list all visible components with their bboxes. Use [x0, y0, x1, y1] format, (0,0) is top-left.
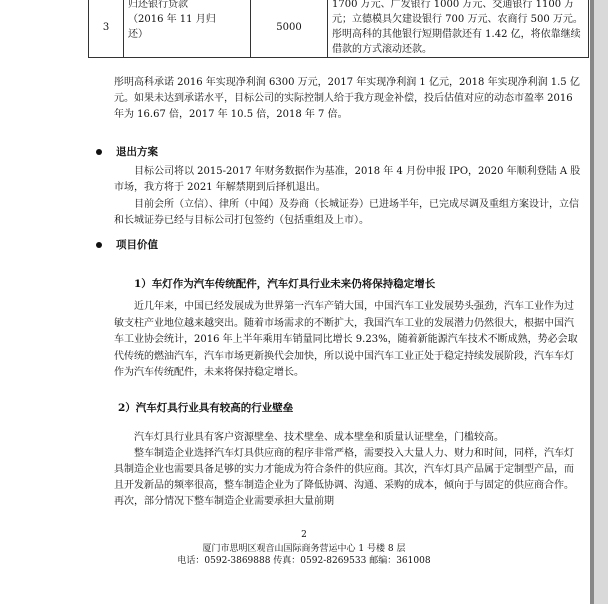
amount-cell: 5000	[251, 0, 328, 58]
page-number: 2	[301, 530, 307, 540]
financing-table	[88, 0, 589, 58]
value-paragraph-3: 整车制造企业选择汽车灯具供应商的程序非常严格，需要投入大量人力、财力和时间，同样，汽车灯具制造企业也需要具备足够的实力才能成为符合条件的供应商。其次，汽车灯具产品属于定制型产品，而且开发新品的频率很高，整车制造企业为了降低协调、沟通、采购的成本，倾向于与固定的供应商合作。再次，部分情况下整车制造企业需要承担大量前期	[114, 448, 574, 507]
commitment-paragraph: 彤明高科承诺 2016 年实现净利润 6300 万元，2017 年实现净利润 1 亿元，2018 年实现净利润 1.5 亿元。如果未达到承诺水平，目标公司的实际控制人给于我方现金补偿，投后估值对应的动态市盈率 2016 年为 16.67 倍，2017 年 10.5 倍，2018 年 7 倍。	[114, 77, 580, 120]
exit-paragraph-1: 目标公司将以 2015-2017 年财务数据作为基准，2018 年 4 月份申报 IPO，2020 年顺利登陆 A 股市场，我方将于 2021 年解禁期到后择机退出。	[114, 166, 581, 193]
value-paragraph-2: 汽车灯具行业具有客户资源壁垒、技术壁垒、成本壁垒和质量认证壁垒，门槛较高。	[134, 432, 504, 443]
bullet-icon	[96, 149, 102, 155]
section-heading-value: 项目价值	[96, 237, 158, 252]
subheading-2: 2）汽车灯具行业具有较高的行业壁垒	[118, 402, 294, 414]
item-cell	[124, 0, 251, 58]
subheading-1: 1）车灯作为汽车传统配件，汽车灯具行业未来仍将保持稳定增长	[134, 278, 436, 290]
row-number-cell: 3	[89, 0, 124, 58]
footer-address: 厦门市思明区观音山国际商务营运中心 1 号楼 8 层	[202, 544, 406, 554]
footer-contact: 电话：0592-3869888 传真：0592-8269533 邮编：361008	[177, 556, 431, 566]
value-paragraph-1: 近几年来，中国已经发展成为世界第一汽车产销大国，中国汽车工业发展势头强劲，汽车工业作为过敏支柱产业地位越来越突出。随着市场需求的不断扩大，我国汽车工业的发展潜力仍然很大，根据中国汽车工业协会统计，2016 年上半年乘用车销量同比增长 9.23%，随着新能源汽车技术不断成熟，势必会取代传统的燃油汽车，汽车市场更新换代会加快，所以说中国汽车工业正处于稳定持续发展阶段，汽车车灯作为汽车传统配件，未来将保持稳定增长。	[114, 301, 578, 379]
bullet-icon	[96, 242, 102, 248]
item-text: 归还银行贷款 （2016 年 11 月归 还）	[128, 0, 216, 40]
section-heading-exit: 退出方案	[96, 144, 158, 159]
detail-cell: 1700 万元、广发银行 1000 万元、交通银行 1100 万元；立德模具欠建设银行 700 万元、农商行 500 万元。彤明高科的其他银行短期借款还有 1.42 亿，将依靠继续借款的方式滚动还款。	[328, 0, 589, 58]
exit-paragraph-2: 目前会所（立信）、律所（中闻）及券商（长城证券）已进场半年，已完成尽调及重组方案设计，立信和长城证券已经与目标公司打包签约（包括重组及上市）。	[114, 199, 579, 226]
viewer-background	[594, 0, 608, 604]
table-row	[89, 0, 589, 58]
